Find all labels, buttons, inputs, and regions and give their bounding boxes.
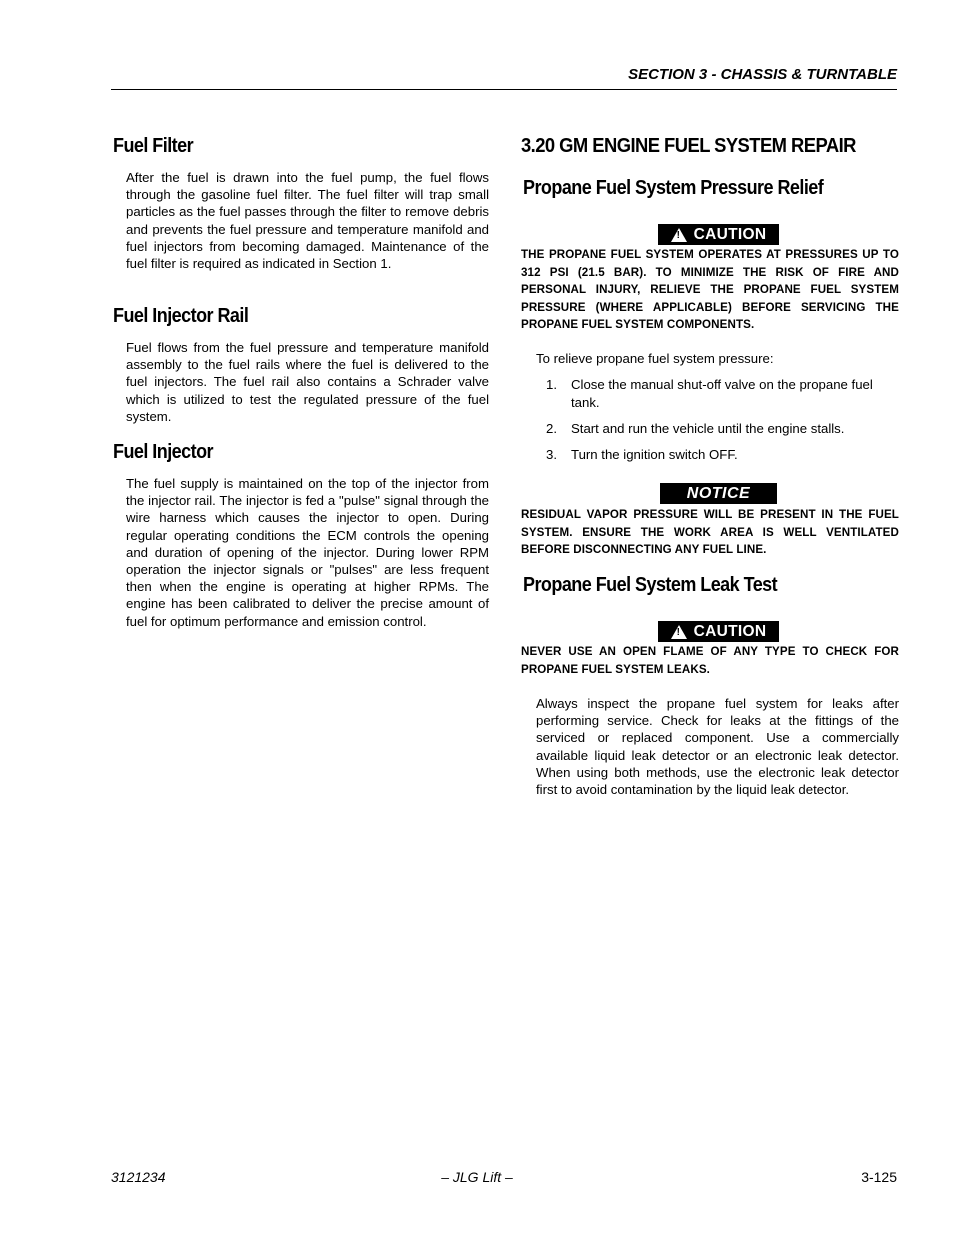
caution-label: CAUTION <box>693 622 767 640</box>
fuel-injector-rail-text: Fuel flows from the fuel pressure and temperature manifold assembly to the fuel rails where the fuel is delivered to the fuel injectors. The fuel rail also contains a Schrader valve which is utilized to test the regulated pressure of the fuel system. <box>126 340 489 424</box>
notice-text: RESIDUAL VAPOR PRESSURE WILL BE PRESENT IN THE FUEL SYSTEM. ENSURE THE WORK AREA IS WELL VENTILATED BEFORE DISCONNECTING ANY FUEL LINE. <box>521 508 899 556</box>
caution-text: NEVER USE AN OPEN FLAME OF ANY TYPE TO CHECK FOR PROPANE FUEL SYSTEM LEAKS. <box>521 645 899 676</box>
pressure-relief-intro: To relieve propane fuel system pressure: <box>536 351 774 366</box>
leak-test-heading: Propane Fuel System Leak Test <box>523 574 778 596</box>
step-text: Start and run the vehicle until the engine stalls. <box>571 421 845 436</box>
pressure-relief-heading: Propane Fuel System Pressure Relief <box>523 177 824 199</box>
page-number: 3-125 <box>861 1169 897 1185</box>
fuel-filter-text: After the fuel is drawn into the fuel pump, the fuel flows through the gasoline fuel filter. The fuel filter will trap small particles as the fuel passes through the filter to remove debris and prevents the fuel pressure and temperature manifold and fuel injectors from becoming damaged. Maintenance of the fuel filter is required as indicated in Section 1. <box>126 170 489 272</box>
step-text: Close the manual shut-off valve on the propane fuel tank. <box>571 377 873 410</box>
step-text: Turn the ignition switch OFF. <box>571 447 738 462</box>
fuel-filter-heading: Fuel Filter <box>113 135 194 157</box>
section-heading: 3.20 GM ENGINE FUEL SYSTEM REPAIR <box>521 135 856 157</box>
caution-badge <box>658 224 779 245</box>
doc-number: 3121234 <box>111 1169 166 1185</box>
notice-label: NOTICE <box>686 484 751 502</box>
caution-text: THE PROPANE FUEL SYSTEM OPERATES AT PRESSURES UP TO 312 PSI (21.5 BAR). TO MINIMIZE THE RISK OF FIRE AND PERSONAL INJURY, RELIEVE THE PROPANE FUEL SYSTEM PRESSURE (WHERE APPLICABLE) BEFORE SERVICING THE PROPANE FUEL SYSTEM COMPONENTS. <box>521 248 899 331</box>
fuel-injector-text: The fuel supply is maintained on the top of the injector from the injector rail. The injector is fed a "pulse" signal through the wire harness which causes the injector to open. During regular operating conditions the ECM controls the opening and duration of opening of the injector. During lower RPM operation the injector signals or "pulses" are less frequent then when the engine is operating at higher RPMs. The engine has been calibrated to deliver the precise amount of fuel for optimum performance and emission control. <box>126 476 489 629</box>
step-number: 3. <box>546 447 557 462</box>
step-number: 2. <box>546 421 557 436</box>
section-title: SECTION 3 - CHASSIS & TURNTABLE <box>628 66 897 83</box>
caution-badge <box>658 621 779 642</box>
fuel-injector-heading: Fuel Injector <box>113 441 213 463</box>
notice-badge <box>660 483 777 504</box>
header-rule <box>111 89 897 90</box>
warning-triangle-icon <box>671 625 687 639</box>
publisher: – JLG Lift – <box>441 1169 513 1185</box>
fuel-injector-rail-heading: Fuel Injector Rail <box>113 305 249 327</box>
caution-label: CAUTION <box>693 225 767 243</box>
warning-triangle-icon <box>671 228 687 242</box>
leak-test-text: Always inspect the propane fuel system for leaks after performing service. Check for leaks at the fittings of the serviced or replaced component. Use a commercially available liquid leak detector or an electronic leak detector. When using both methods, use the electronic leak detector first to avoid contamination by the liquid leak detector. <box>536 696 899 798</box>
step-number: 1. <box>546 377 557 392</box>
